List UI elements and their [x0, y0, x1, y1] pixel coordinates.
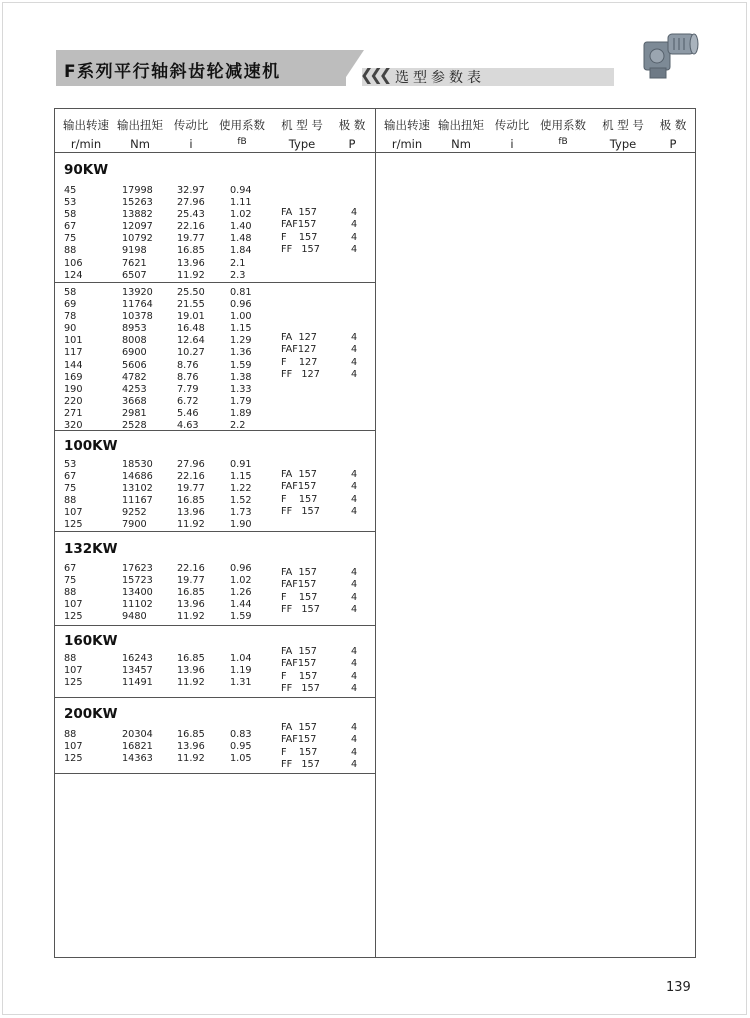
speed-cell: 125 — [64, 611, 83, 623]
torque-cell: 20304 — [122, 729, 153, 740]
ratio-cell: 19.77 — [177, 483, 205, 495]
speed-column — [64, 563, 83, 623]
ratio-column — [177, 653, 205, 689]
chevrons-icon: ❮❮❮ — [360, 65, 389, 84]
type-cell: FA 157 — [281, 567, 317, 578]
type-cell: FF 157 — [281, 505, 320, 517]
speed-cell: 75 — [64, 575, 77, 587]
torque-column — [122, 729, 153, 765]
type-cell: FAF127 — [281, 344, 317, 356]
poles-cell: 4 — [351, 469, 358, 480]
speed-cell: 75 — [64, 483, 77, 495]
header-ratio: 传动比 i — [173, 118, 209, 151]
ratio-cell: 16.85 — [177, 245, 205, 257]
section-divider — [54, 531, 376, 532]
ratio-cell: 19.77 — [177, 233, 205, 245]
poles-cell: 4 — [351, 758, 358, 770]
type-cell: F 157 — [281, 746, 318, 758]
torque-cell: 17623 — [122, 563, 153, 574]
fb-cell: 1.40 — [230, 221, 252, 233]
ratio-cell: 25.43 — [177, 209, 205, 221]
torque-cell: 15723 — [122, 575, 153, 587]
type-column — [281, 207, 320, 256]
header-service-factor: 使用系数 fB — [219, 118, 265, 147]
speed-cell: 125 — [64, 753, 83, 765]
poles-cell: 4 — [351, 682, 358, 694]
torque-cell: 16243 — [122, 653, 153, 664]
ratio-cell: 13.96 — [177, 257, 205, 269]
torque-cell: 6900 — [122, 347, 147, 359]
ratio-cell: 16.85 — [177, 653, 205, 664]
fb-cell: 1.48 — [230, 233, 252, 245]
table-center-divider — [375, 108, 376, 958]
poles-cell: 4 — [351, 746, 358, 758]
speed-cell: 124 — [64, 269, 83, 281]
speed-cell: 53 — [64, 459, 77, 470]
fb-cell: 1.04 — [230, 653, 252, 664]
type-column — [281, 567, 320, 616]
speed-cell: 220 — [64, 395, 83, 407]
fb-cell: 0.91 — [230, 459, 252, 470]
power-heading-132kw: 132KW — [64, 541, 118, 557]
type-column — [281, 646, 320, 695]
torque-cell: 9252 — [122, 507, 147, 519]
fb-column — [230, 185, 252, 282]
header-speed-right: 输出转速 r/min — [384, 118, 430, 151]
ratio-cell: 16.85 — [177, 729, 205, 740]
power-heading-100kw: 100KW — [64, 438, 118, 454]
ratio-cell: 5.46 — [177, 407, 199, 419]
type-cell: F 127 — [281, 356, 318, 368]
ratio-cell: 27.96 — [177, 459, 205, 470]
ratio-cell: 21.55 — [177, 299, 205, 311]
speed-cell: 271 — [64, 407, 83, 419]
ratio-cell: 13.96 — [177, 665, 205, 677]
type-cell: FF 157 — [281, 243, 320, 255]
speed-cell: 67 — [64, 221, 77, 233]
poles-cell: 4 — [351, 356, 358, 368]
speed-cell: 90 — [64, 323, 77, 335]
ratio-column — [177, 459, 205, 532]
ratio-cell: 11.92 — [177, 519, 205, 531]
speed-cell: 101 — [64, 335, 83, 347]
torque-cell: 11102 — [122, 599, 153, 611]
poles-cell: 4 — [351, 567, 358, 578]
torque-cell: 18530 — [122, 459, 153, 470]
speed-cell: 67 — [64, 471, 77, 483]
torque-cell: 10792 — [122, 233, 153, 245]
fb-cell: 1.31 — [230, 677, 252, 689]
poles-cell: 4 — [351, 332, 358, 343]
header-poles-right: 极 数 P — [659, 118, 687, 151]
fb-cell: 2.1 — [230, 257, 246, 269]
speed-cell: 88 — [64, 245, 77, 257]
ratio-cell: 22.16 — [177, 563, 205, 574]
torque-cell: 4782 — [122, 371, 147, 383]
header-poles: 极 数 P — [338, 118, 366, 151]
poles-cell: 4 — [351, 481, 358, 493]
ratio-cell: 4.63 — [177, 420, 199, 432]
poles-cell: 4 — [351, 670, 358, 682]
ratio-cell: 16.85 — [177, 587, 205, 599]
poles-column — [351, 722, 357, 771]
torque-column — [122, 185, 153, 282]
fb-cell: 1.15 — [230, 471, 252, 483]
type-cell: F 157 — [281, 231, 318, 243]
type-cell: FF 127 — [281, 368, 320, 380]
speed-cell: 107 — [64, 599, 83, 611]
type-cell: F 157 — [281, 670, 318, 682]
speed-cell: 107 — [64, 741, 83, 753]
section-divider — [54, 697, 376, 698]
poles-cell: 4 — [351, 646, 358, 657]
header-torque-right: 输出扭矩 Nm — [438, 118, 484, 151]
type-cell: FA 157 — [281, 207, 317, 218]
page-number: 139 — [666, 980, 691, 995]
poles-column — [351, 207, 357, 256]
poles-cell: 4 — [351, 493, 358, 505]
torque-cell: 4253 — [122, 383, 147, 395]
speed-column — [64, 729, 83, 765]
torque-cell: 8953 — [122, 323, 147, 335]
type-cell: F 157 — [281, 493, 318, 505]
speed-column — [64, 459, 83, 532]
poles-cell: 4 — [351, 344, 358, 356]
speed-cell: 45 — [64, 185, 77, 196]
section-divider — [54, 282, 376, 283]
fb-column — [230, 459, 252, 532]
fb-cell: 1.44 — [230, 599, 252, 611]
speed-column — [64, 653, 83, 689]
header-type: 机 型 号 Type — [281, 118, 323, 151]
fb-cell: 1.89 — [230, 407, 252, 419]
ratio-cell: 32.97 — [177, 185, 205, 196]
poles-cell: 4 — [351, 734, 358, 746]
fb-cell: 1.73 — [230, 507, 252, 519]
gear-motor-icon — [640, 28, 700, 84]
fb-cell: 1.84 — [230, 245, 252, 257]
fb-column — [230, 729, 252, 765]
poles-column — [351, 469, 357, 518]
speed-cell: 53 — [64, 197, 77, 209]
speed-cell: 88 — [64, 587, 77, 599]
torque-cell: 3668 — [122, 395, 147, 407]
header-service-factor-right: 使用系数 fB — [540, 118, 586, 147]
type-cell: FAF157 — [281, 734, 317, 746]
type-cell: FF 157 — [281, 603, 320, 615]
poles-cell: 4 — [351, 603, 358, 615]
fb-cell: 0.83 — [230, 729, 252, 740]
header-type-right: 机 型 号 Type — [602, 118, 644, 151]
type-cell: FA 157 — [281, 722, 317, 733]
header-rule — [54, 152, 696, 153]
ratio-cell: 25.50 — [177, 287, 205, 298]
ratio-cell: 10.27 — [177, 347, 205, 359]
torque-column — [122, 287, 153, 432]
ratio-cell: 12.64 — [177, 335, 205, 347]
fb-cell: 1.38 — [230, 371, 252, 383]
speed-cell: 107 — [64, 665, 83, 677]
fb-cell: 2.3 — [230, 269, 246, 281]
torque-cell: 11167 — [122, 495, 153, 507]
type-cell: FAF157 — [281, 219, 317, 231]
torque-cell: 13920 — [122, 287, 153, 298]
fb-cell: 1.59 — [230, 359, 252, 371]
fb-cell: 1.22 — [230, 483, 252, 495]
speed-cell: 125 — [64, 519, 83, 531]
type-cell: FA 157 — [281, 646, 317, 657]
type-cell: F 157 — [281, 591, 318, 603]
poles-cell: 4 — [351, 591, 358, 603]
fb-cell: 1.02 — [230, 575, 252, 587]
poles-cell: 4 — [351, 231, 358, 243]
page-title: F系列平行轴斜齿轮减速机 — [64, 62, 281, 82]
torque-cell: 14686 — [122, 471, 153, 483]
type-cell: FF 157 — [281, 682, 320, 694]
fb-cell: 1.19 — [230, 665, 252, 677]
poles-column — [351, 567, 357, 616]
torque-cell: 6507 — [122, 269, 147, 281]
poles-cell: 4 — [351, 579, 358, 591]
fb-cell: 1.05 — [230, 753, 252, 765]
speed-cell: 144 — [64, 359, 83, 371]
ratio-cell: 11.92 — [177, 269, 205, 281]
fb-cell: 1.26 — [230, 587, 252, 599]
ratio-column — [177, 287, 205, 432]
fb-cell: 1.90 — [230, 519, 252, 531]
speed-cell: 88 — [64, 495, 77, 507]
torque-cell: 13457 — [122, 665, 153, 677]
ratio-cell: 13.96 — [177, 741, 205, 753]
type-column — [281, 332, 320, 381]
poles-cell: 4 — [351, 368, 358, 380]
type-cell: FF 157 — [281, 758, 320, 770]
speed-cell: 58 — [64, 287, 77, 298]
type-column — [281, 722, 320, 771]
speed-cell: 67 — [64, 563, 77, 574]
speed-cell: 125 — [64, 677, 83, 689]
torque-cell: 13400 — [122, 587, 153, 599]
torque-cell: 9198 — [122, 245, 147, 257]
ratio-cell: 11.92 — [177, 611, 205, 623]
torque-column — [122, 563, 153, 623]
torque-cell: 12097 — [122, 221, 153, 233]
fb-cell: 1.33 — [230, 383, 252, 395]
fb-cell: 0.96 — [230, 299, 252, 311]
header-torque: 输出扭矩 Nm — [117, 118, 163, 151]
type-cell: FAF157 — [281, 579, 317, 591]
section-divider — [54, 625, 376, 626]
fb-cell: 1.02 — [230, 209, 252, 221]
ratio-cell: 19.01 — [177, 311, 205, 323]
speed-cell: 58 — [64, 209, 77, 221]
fb-cell: 1.79 — [230, 395, 252, 407]
fb-cell: 1.15 — [230, 323, 252, 335]
fb-cell: 2.2 — [230, 420, 246, 432]
header-speed: 输出转速 r/min — [63, 118, 109, 151]
torque-cell: 11764 — [122, 299, 153, 311]
speed-cell: 320 — [64, 420, 83, 432]
type-cell: FA 127 — [281, 332, 317, 343]
power-heading-200kw: 200KW — [64, 706, 118, 722]
fb-column — [230, 653, 252, 689]
poles-cell: 4 — [351, 207, 358, 218]
torque-cell: 7900 — [122, 519, 147, 531]
poles-cell: 4 — [351, 243, 358, 255]
fb-cell: 0.94 — [230, 185, 252, 196]
speed-cell: 117 — [64, 347, 83, 359]
type-cell: FAF157 — [281, 658, 317, 670]
torque-column — [122, 653, 153, 689]
fb-cell: 1.59 — [230, 611, 252, 623]
ratio-column — [177, 729, 205, 765]
fb-cell: 1.00 — [230, 311, 252, 323]
header-ratio-right: 传动比 i — [494, 118, 530, 151]
torque-cell: 16821 — [122, 741, 153, 753]
torque-cell: 13102 — [122, 483, 153, 495]
page-subtitle: 选型参数表 — [395, 70, 485, 86]
ratio-cell: 16.85 — [177, 495, 205, 507]
fb-cell: 0.96 — [230, 563, 252, 574]
fb-column — [230, 563, 252, 623]
torque-cell: 13882 — [122, 209, 153, 221]
fb-cell: 1.11 — [230, 197, 252, 209]
ratio-cell: 11.92 — [177, 753, 205, 765]
speed-column — [64, 287, 83, 432]
fb-cell: 1.36 — [230, 347, 252, 359]
ratio-cell: 22.16 — [177, 471, 205, 483]
speed-cell: 88 — [64, 729, 77, 740]
torque-cell: 17998 — [122, 185, 153, 196]
poles-cell: 4 — [351, 219, 358, 231]
poles-cell: 4 — [351, 722, 358, 733]
ratio-cell: 13.96 — [177, 599, 205, 611]
ratio-cell: 8.76 — [177, 359, 199, 371]
poles-column — [351, 646, 357, 695]
torque-cell: 10378 — [122, 311, 153, 323]
fb-cell: 0.81 — [230, 287, 252, 298]
power-heading-90kw: 90KW — [64, 162, 109, 178]
fb-cell: 1.52 — [230, 495, 252, 507]
poles-cell: 4 — [351, 658, 358, 670]
speed-cell: 88 — [64, 653, 77, 664]
ratio-cell: 11.92 — [177, 677, 205, 689]
ratio-column — [177, 563, 205, 623]
torque-cell: 2528 — [122, 420, 147, 432]
torque-cell: 8008 — [122, 335, 147, 347]
torque-cell: 14363 — [122, 753, 153, 765]
poles-cell: 4 — [351, 505, 358, 517]
speed-cell: 169 — [64, 371, 83, 383]
torque-cell: 15263 — [122, 197, 153, 209]
ratio-cell: 7.79 — [177, 383, 199, 395]
speed-cell: 78 — [64, 311, 77, 323]
ratio-cell: 19.77 — [177, 575, 205, 587]
speed-cell: 190 — [64, 383, 83, 395]
poles-column — [351, 332, 357, 381]
speed-cell: 106 — [64, 257, 83, 269]
ratio-column — [177, 185, 205, 282]
ratio-cell: 22.16 — [177, 221, 205, 233]
fb-cell: 0.95 — [230, 741, 252, 753]
type-column — [281, 469, 320, 518]
ratio-cell: 13.96 — [177, 507, 205, 519]
torque-cell: 2981 — [122, 407, 147, 419]
power-heading-160kw: 160KW — [64, 633, 118, 649]
section-divider — [54, 773, 376, 774]
type-cell: FA 157 — [281, 469, 317, 480]
fb-column — [230, 287, 252, 432]
torque-cell: 11491 — [122, 677, 153, 689]
torque-cell: 5606 — [122, 359, 147, 371]
speed-cell: 69 — [64, 299, 77, 311]
ratio-cell: 16.48 — [177, 323, 205, 335]
torque-cell: 7621 — [122, 257, 147, 269]
ratio-cell: 27.96 — [177, 197, 205, 209]
speed-cell: 75 — [64, 233, 77, 245]
section-divider — [54, 430, 376, 431]
ratio-cell: 6.72 — [177, 395, 199, 407]
torque-column — [122, 459, 153, 532]
torque-cell: 9480 — [122, 611, 147, 623]
speed-cell: 107 — [64, 507, 83, 519]
speed-column — [64, 185, 83, 282]
ratio-cell: 8.76 — [177, 371, 199, 383]
fb-cell: 1.29 — [230, 335, 252, 347]
type-cell: FAF157 — [281, 481, 317, 493]
